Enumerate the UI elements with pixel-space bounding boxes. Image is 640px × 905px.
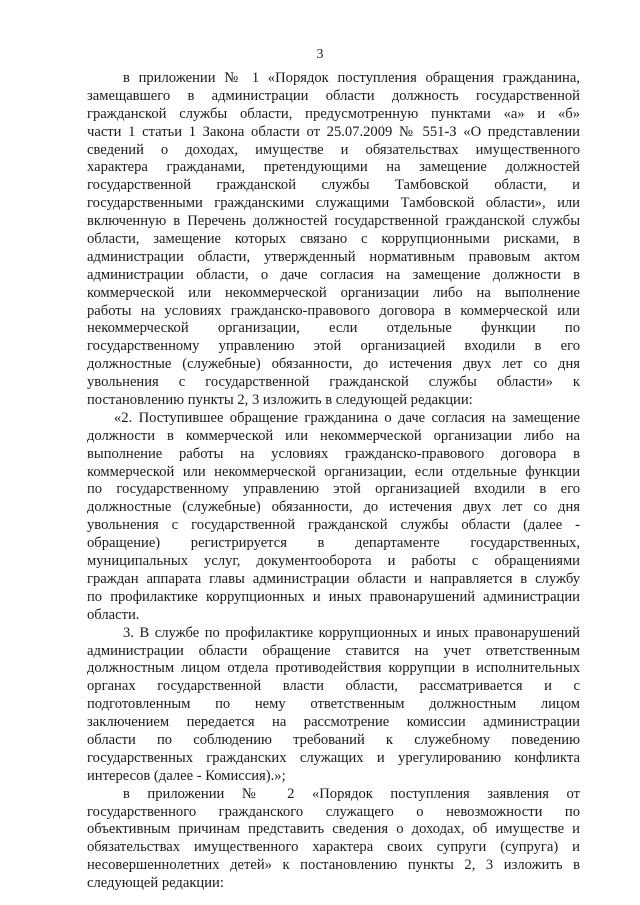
text-line: заключением передается на рассмотрение комиссии администрации: [87, 714, 580, 731]
page-number: 3: [316, 47, 324, 62]
text-line: области, замещение которых связано с коррупционными рисками, в: [87, 231, 580, 248]
text-line: государственных гражданских служащих и урегулированию конфликта: [87, 749, 580, 766]
text-line: увольнения с государственной гражданской службы области (далее -: [87, 517, 580, 534]
text-line: постановлению пункты 2, 3 изложить в следующей редакции:: [87, 392, 473, 409]
text-line: интересов (далее - Комиссия).»;: [87, 767, 286, 784]
text-line: муниципальных услуг, документооборота и работы с обращениями: [87, 553, 580, 570]
text-line: обращение) регистрируется в департаменте государственных,: [87, 535, 580, 552]
text-line: по профилактике коррупционных и иных правонарушений администрации: [87, 588, 580, 605]
text-line: несовершеннолетних детей» к постановлению пункты 2, 3 изложить в: [87, 857, 580, 874]
text-line: в приложении № 1 «Порядок поступления обращения гражданина,: [123, 70, 580, 86]
text-line: работы на условиях гражданско-правового договора в коммерческой или: [87, 302, 580, 319]
text-line: государственного гражданского служащего о невозможности по: [87, 803, 580, 820]
text-line: государственной гражданской службы Тамбовской области, и: [87, 177, 580, 194]
text-line: 3. В службе по профилактике коррупционных и иных правонарушений: [123, 624, 580, 641]
text-line: части 1 статьи 1 Закона области от 25.07.2009 № 551-З «О представлении: [87, 123, 580, 140]
text-line: государственному управлению этой организацией входили в его: [87, 338, 580, 355]
text-line: в приложении № 2 «Порядок поступления заявления от: [123, 785, 580, 802]
text-line: администрации области, о даче согласия на замещение должности в: [87, 266, 580, 283]
text-line: граждан аппарата главы администрации области и направляется в службу: [87, 570, 580, 587]
text-line: выполнение работы на условиях гражданско-правового договора в: [87, 445, 580, 462]
text-line: подготовленным по нему ответственным должностным лицом: [87, 696, 580, 713]
text-line: администрации области, утвержденный нормативным правовым актом: [87, 248, 580, 265]
text-line: следующей редакции:: [87, 875, 224, 892]
text-line: включенную в Перечень должностей государственной гражданской службы: [87, 213, 580, 230]
text-line: некоммерческой организации, если отдельные функции по: [87, 320, 580, 337]
text-line: коммерческой или некоммерческой организации, если отдельные функции: [87, 463, 580, 480]
text-line: гражданской службы области, предусмотренную пунктами «а» и «б»: [87, 105, 580, 122]
text-line: органах государственной власти области, рассматривается и с: [87, 678, 580, 695]
text-line: обязательствах имущественного характера своих супруги (супруга) и: [87, 839, 580, 856]
text-line: сведений о доходах, имуществе и обязательствах имущественного: [87, 141, 580, 158]
text-line: должностные (служебные) обязанности, до истечения двух лет со дня: [87, 356, 580, 373]
text-line: должностные (служебные) обязанности, до истечения двух лет со дня: [87, 499, 580, 516]
text-line: коммерческой или некоммерческой организации либо на выполнение: [87, 284, 580, 301]
text-line: области.: [87, 606, 140, 623]
text-line: должностным лицом отдела противодействия коррупции в исполнительных: [87, 660, 580, 677]
text-line: администрации области обращение ставится на учет ответственным: [87, 642, 580, 659]
text-line: объективным причинам представить сведения о доходах, об имуществе и: [87, 821, 580, 838]
text-line: области по соблюдению требований к служебному поведению: [87, 731, 580, 748]
text-line: должности в коммерческой или некоммерческой организации либо на: [87, 427, 580, 444]
text-line: «2. Поступившее обращение гражданина о даче согласия на замещение: [114, 409, 580, 426]
text-line: увольнения с государственной гражданской службы области» к: [87, 374, 580, 391]
text-line: государственными гражданскими служащими Тамбовской области», или: [87, 195, 580, 212]
text-line: характера гражданами, претендующими на замещение должностей: [87, 159, 580, 176]
document-body: [87, 70, 580, 893]
text-line: замещавшего в администрации области должность государственной: [87, 87, 580, 104]
text-line: по государственному управлению этой организацией входили в его: [87, 481, 580, 498]
